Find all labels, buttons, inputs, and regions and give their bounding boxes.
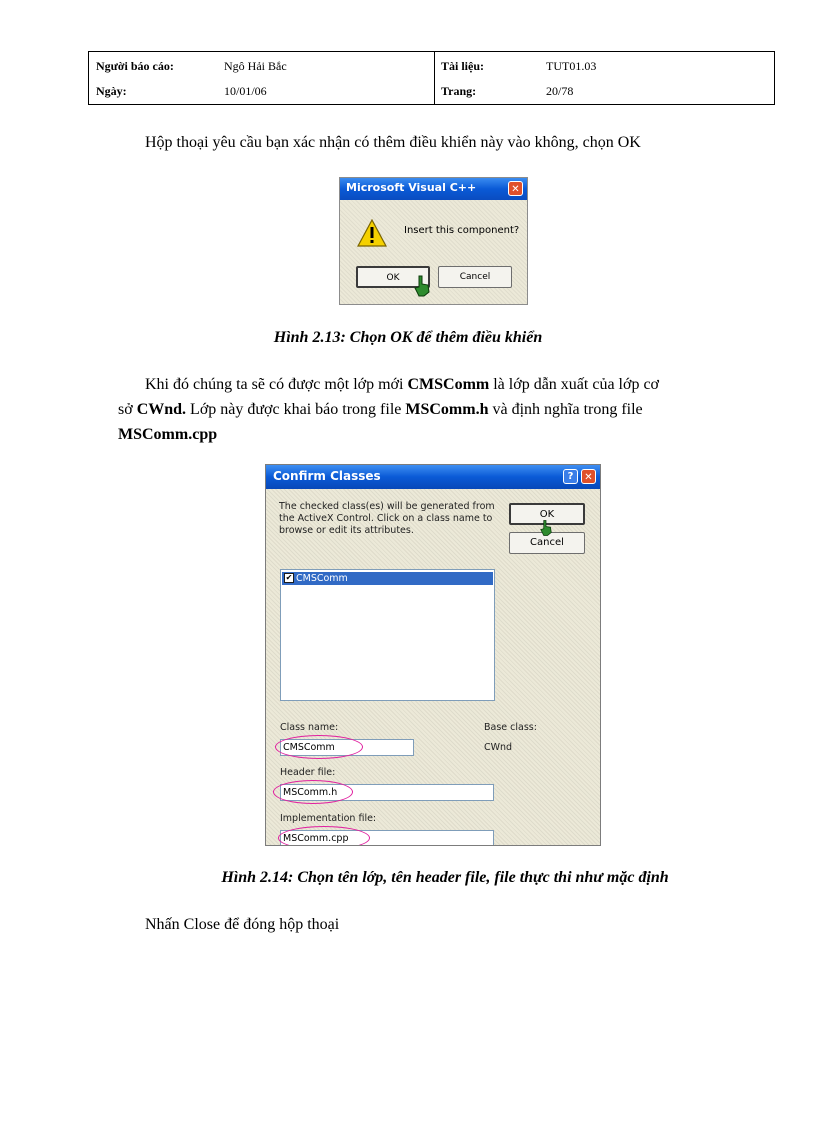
class-name-input[interactable]: CMSComm: [280, 739, 414, 756]
figure-caption-2-13: Hình 2.13: Chọn OK để thêm điều khiển: [273, 329, 543, 346]
highlight-oval-class-name: [275, 735, 363, 759]
page-label: Trang:: [441, 84, 477, 98]
para2-cmscomm: CMSComm: [407, 376, 490, 393]
document-header-table: [88, 51, 775, 105]
confirm-classes-dialog: [265, 464, 601, 846]
paragraph-class-line1: [145, 372, 659, 398]
figure-caption-2-14: Hình 2.14: Chọn tên lớp, tên header file, file thực thi như mặc định: [221, 869, 669, 886]
document-label: Tài liệu:: [441, 59, 485, 73]
dialog-message: Insert this component?: [404, 225, 520, 236]
list-item[interactable]: [282, 572, 493, 585]
dialog-titlebar: [340, 178, 527, 200]
base-class-label: Base class:: [484, 722, 537, 733]
date-value: 10/01/06: [224, 84, 267, 98]
cancel-button[interactable]: Cancel: [438, 266, 512, 288]
reporter-value: Ngô Hải Bắc: [224, 59, 287, 73]
hand-cursor-icon: [414, 275, 430, 297]
implementation-file-label: Implementation file:: [280, 813, 377, 824]
ok-button[interactable]: OK: [356, 266, 430, 288]
para2-mscomm-h: MSComm.h: [405, 401, 489, 418]
class-name-label: Class name:: [280, 722, 339, 733]
dialog-description: The checked class(es) will be generated from the ActiveX Control. Click on a class name to browse or edit its attributes.: [279, 501, 495, 536]
paragraph-class-line3: [118, 422, 217, 448]
paragraph-close: Nhấn Close để đóng hộp thoại: [145, 916, 340, 933]
header-file-input[interactable]: MSComm.h: [280, 784, 494, 801]
dialog-body: [266, 489, 600, 845]
class-listbox[interactable]: [280, 569, 495, 701]
header-divider: [434, 52, 435, 104]
insert-component-dialog: [339, 177, 528, 305]
base-class-value: CWnd: [484, 742, 513, 753]
reporter-label: Người báo cáo:: [96, 59, 174, 73]
close-icon[interactable]: ✕: [581, 469, 596, 484]
dialog-title: Confirm Classes: [273, 469, 381, 483]
page-value: 20/78: [546, 84, 574, 98]
para2-text-3: sở: [118, 401, 137, 418]
header-file-label: Header file:: [280, 767, 336, 778]
paragraph-confirm: Hộp thoại yêu cầu bạn xác nhận có thêm điều khiển này vào không, chọn OK: [145, 134, 641, 151]
ok-button[interactable]: OK: [509, 503, 585, 525]
date-label: Ngày:: [96, 84, 127, 98]
para2-mscomm-cpp: MSComm.cpp: [118, 426, 218, 443]
highlight-oval-implementation-file: [278, 826, 370, 846]
highlight-oval-header-file: [273, 780, 353, 804]
checkbox[interactable]: ✔: [285, 573, 293, 582]
dialog-titlebar: [266, 465, 600, 489]
para2-text-2: là lớp dẫn xuất của lớp cơ: [489, 376, 660, 393]
cancel-button[interactable]: Cancel: [509, 532, 585, 554]
para2-text-4: Lớp này được khai báo trong file: [186, 401, 406, 418]
warning-icon: [357, 219, 387, 247]
document-value: TUT01.03: [546, 59, 597, 73]
implementation-file-input[interactable]: MSComm.cpp: [280, 830, 494, 846]
close-icon[interactable]: ✕: [508, 181, 523, 196]
dialog-body: [340, 200, 527, 304]
dialog-title: Microsoft Visual C++: [346, 181, 477, 194]
list-item-label: CMSComm: [296, 573, 348, 584]
paragraph-class-line2: [118, 397, 643, 423]
help-icon[interactable]: ?: [563, 469, 578, 484]
hand-cursor-icon: [540, 519, 552, 537]
para2-cwnd: CWnd.: [136, 401, 187, 418]
para2-text-1: Khi đó chúng ta sẽ có được một lớp mới: [145, 376, 408, 393]
para2-text-5: và định nghĩa trong file: [488, 401, 643, 418]
